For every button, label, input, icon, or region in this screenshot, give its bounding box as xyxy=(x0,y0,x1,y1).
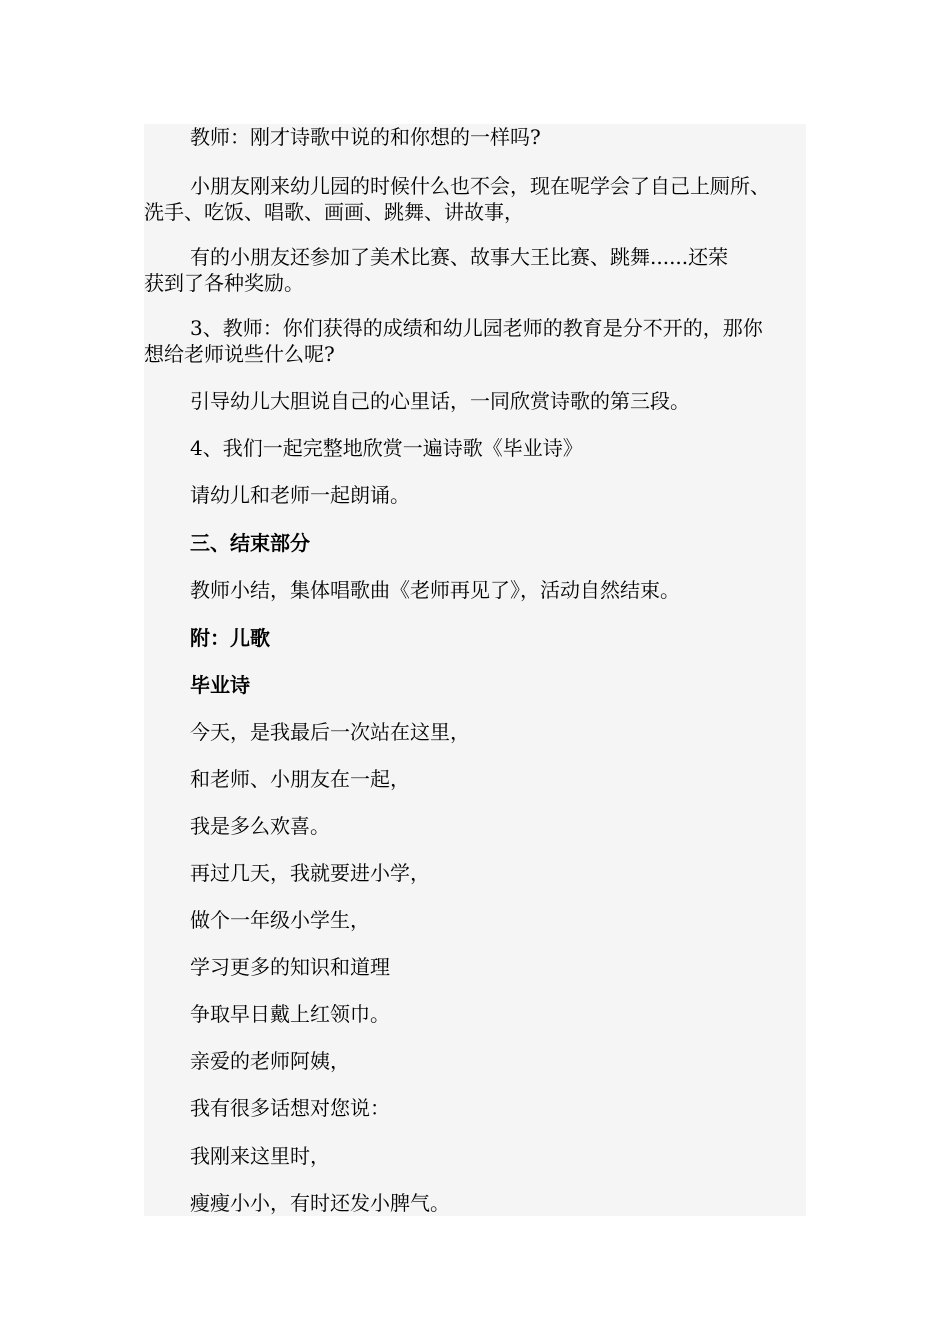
paragraph-line: 我刚来这里时， xyxy=(190,1144,330,1168)
paragraph-line: 附：儿歌 xyxy=(190,626,270,650)
paragraph-line: 做个一年级小学生， xyxy=(190,908,370,932)
paragraph-line: 获到了各种奖励。 xyxy=(144,271,304,295)
paragraph-p9 xyxy=(144,577,824,603)
paragraph-line: 再过几天，我就要进小学， xyxy=(190,861,430,885)
paragraph-p17 xyxy=(144,954,824,980)
paragraph-p4 xyxy=(144,315,824,367)
paragraph-line: 3、教师：你们获得的成绩和幼儿园老师的教育是分不开的，那你 xyxy=(190,316,763,340)
paragraph-p5 xyxy=(144,388,824,414)
paragraph-p22 xyxy=(144,1190,824,1216)
paragraph-line: 请幼儿和老师一起朗诵。 xyxy=(190,483,410,507)
paragraph-line: 瘦瘦小小，有时还发小脾气。 xyxy=(190,1191,450,1215)
paragraph-line: 洗手、吃饭、唱歌、画画、跳舞、讲故事， xyxy=(144,200,524,224)
paragraph-p3 xyxy=(144,244,824,296)
paragraph-line: 我是多么欢喜。 xyxy=(190,814,330,838)
paragraph-line: 教师小结，集体唱歌曲《老师再见了》，活动自然结束。 xyxy=(190,578,680,602)
paragraph-line: 三、结束部分 xyxy=(190,531,310,555)
paragraph-line: 亲爱的老师阿姨， xyxy=(190,1049,350,1073)
paragraph-line: 小朋友刚来幼儿园的时候什么也不会，现在呢学会了自己上厕所、 xyxy=(190,174,770,198)
paragraph-p8 xyxy=(144,530,824,556)
paragraph-p13 xyxy=(144,766,824,792)
paragraph-p19 xyxy=(144,1048,824,1074)
paragraph-line: 教师：刚才诗歌中说的和你想的一样吗? xyxy=(190,125,541,149)
paragraph-line: 4、我们一起完整地欣赏一遍诗歌《毕业诗》 xyxy=(190,436,583,460)
paragraph-p12 xyxy=(144,719,824,745)
paragraph-line: 引导幼儿大胆说自己的心里话，一同欣赏诗歌的第三段。 xyxy=(190,389,690,413)
paragraph-p6 xyxy=(144,435,824,461)
paragraph-line: 学习更多的知识和道理 xyxy=(190,955,390,979)
paragraph-p15 xyxy=(144,860,824,886)
paragraph-p20 xyxy=(144,1095,824,1121)
paragraph-p7 xyxy=(144,482,824,508)
paragraph-line: 想给老师说些什么呢? xyxy=(144,342,335,366)
paragraph-p21 xyxy=(144,1143,824,1169)
paragraph-line: 争取早日戴上红领巾。 xyxy=(190,1002,390,1026)
paragraph-line: 有的小朋友还参加了美术比赛、故事大王比赛、跳舞......还荣 xyxy=(190,245,729,269)
paragraph-line: 毕业诗 xyxy=(190,673,250,697)
paragraph-p11 xyxy=(144,672,824,698)
paragraph-p14 xyxy=(144,813,824,839)
paragraph-p18 xyxy=(144,1001,824,1027)
paragraph-p16 xyxy=(144,907,824,933)
paragraph-line: 今天，是我最后一次站在这里， xyxy=(190,720,470,744)
paragraph-p1 xyxy=(144,124,824,150)
paragraph-line: 我有很多话想对您说： xyxy=(190,1096,390,1120)
paragraph-p2 xyxy=(144,173,824,225)
paragraph-line: 和老师、小朋友在一起， xyxy=(190,767,410,791)
paragraph-p10 xyxy=(144,625,824,651)
